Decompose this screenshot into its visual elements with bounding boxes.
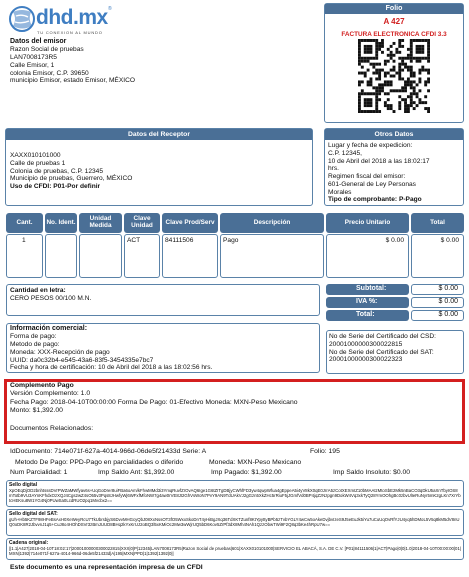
row-clave-unidad: ACT	[127, 237, 141, 244]
info-comercial-line: Metodo de pago:	[10, 341, 60, 349]
doc-metodo: Metodo De Pago: PPD-Pago en parcialidades o diferido	[15, 459, 184, 466]
row-precio: $ 0.00	[385, 237, 404, 244]
emisor-line: LAN7008173R5	[10, 54, 57, 62]
col-no-ident: No. Ident.	[45, 213, 77, 233]
otros-line: C.P. 12345,	[328, 149, 362, 157]
qr-code	[358, 39, 430, 113]
emisor-title: Datos del emisor	[10, 38, 67, 45]
logo-registered: ®	[108, 6, 112, 12]
uso-cfdi: Uso de CFDI: P01-Por definir	[10, 183, 101, 191]
otros-header: Otros Datos	[325, 129, 463, 140]
subtotal-label: Subtotal:	[326, 284, 409, 295]
row-descripcion: Pago	[223, 237, 239, 244]
col-cant: Cant.	[6, 213, 43, 233]
concept-row-unidad-cell	[79, 234, 122, 278]
sello-sat-text: gUh+Hb5KZTF98HFeBsAxH0XeWeyRcU7TkUbrsbjyS6DvvMHGcyQbJ08XxNssOT3fO5WxxSkoDnT4yHiBgJXq36TdXKTZunf8KtYpyttyBPb5zTvbYGLY4wCw5oAkeDvjbvIzeS9J5eEuJk5iYu7uCuUqOvRfYJU4yq5hDMoL5V5q8kM5dV8nUQ0oDK8R2JbvvnJ1q5+CuJ8o4HOhDSVr3zBmJUUD8BHq2kYxKrUJ2oBQ3l5xKMiOc2Mw3wWjrUQ5bD6Kov5ZrPf3dX8Mh4NAh1QzzObwTWi9F2Q8q3bKe4hRpU7w==	[9, 517, 460, 528]
col-unidad-medida: Unidad Medida	[79, 213, 122, 233]
emisor-section	[10, 38, 310, 85]
otros-line: Morales	[328, 188, 352, 196]
cadena-text: ||1.1|A427|2018-04-10T18:02:17|20001000000300022815|XXX|0|P|12345|LAN7008173R5|Razon Social de pruebas|601|XAXX010101000|SERVICIO EL ABACÁ, S.A. DE C.V. [P01|84111506|1|ACT|Pago|0|0|1.0|2018-04-10T00:00:00|01|MXN|1392|714e071f-627a-4014-966d-06de5f21433d|A|195|MXN|PPD|1|1392|1392|0||	[9, 546, 461, 557]
otros-line: Regimen fiscal del emisor:	[328, 173, 406, 181]
sello-sat-title: Sello digital del SAT:	[9, 511, 58, 517]
col-precio: Precio Unitario	[326, 213, 409, 233]
otros-line: hrs.	[328, 165, 339, 173]
doc-insoluto: Imp Saldo Insoluto: $0.00	[333, 469, 411, 476]
sello-digital	[9, 482, 461, 506]
sello-digital-text: XpOEqDjOD2bnhtsssDVrPWZaMWfyav6s+UqGoDrer8uiFBa6oAm/kFhwMMd3i3YmqRuvfZrOvAQ6Ige1G6tZITgDBjyCWhfFD3yw4qwpWfua4gEppeA5i4yV8kX0qE0JrrA5zCotXEXmIZ10bMAAtzMtoSbE2Mk5nBaCO3qDkU5aXnTbyIOS8mTotb9VU3AYnKFhdxOzXQJ4Cgs2wZ4sO55v3Pqs8JHwfyWj6WFxfMfoNW7g4aw0rVE8JI2GhVsWoN7PvY9AN9TdUAkVJ2gGzn5XkZHc5rRiuF5jJGmfVd0BP4jqZzNzpgn9DokW4Vq3xkTyQ28YmOOhgBc0zbvUlIeRuNyr5mK2gLKn7XrYbtcHEKsu8W1YG4Nj0PUwSa0LcdRUO2pq1Mvcbx2==	[9, 488, 461, 504]
receptor-line: Municipio de pruebas, Guerrero, MÉXICO	[10, 175, 133, 183]
receptor-line: Colonia de pruebas, C.P. 12345	[10, 167, 103, 175]
otros-line: 10 de Abril del 2018 a las 18:02:17	[328, 157, 430, 165]
cadena-original	[9, 540, 461, 559]
otros-line: 601-General de Ley Personas	[328, 180, 416, 188]
csd-label: No de Serie del Certificado del CSD:	[329, 333, 437, 340]
subtotal-value: $ 0.00	[411, 284, 464, 295]
company-logo	[8, 4, 126, 40]
tipo-comprobante: Tipo de comprobante: P-Pago	[328, 196, 422, 204]
sat-value: 20001000000300022323	[329, 356, 403, 364]
otros-details	[328, 142, 462, 204]
doc-folio: Folio: 195	[310, 448, 340, 455]
info-comercial-line: UUID: da0c32b4-e545-43a6-83f5-3454335e7bc7	[10, 356, 154, 364]
row-total: $ 0.00	[440, 237, 459, 244]
sat-label: No de Serie del Certificado del SAT:	[329, 348, 434, 356]
doc-parcialidad: Num Parcialidad: 1	[10, 469, 68, 476]
concept-row-ident-cell	[45, 234, 77, 278]
cadena-title: Cadena original:	[9, 540, 49, 546]
csd-value: 20001000000300022815	[329, 340, 403, 348]
doc-moneda: Moneda: MXN-Peso Mexicano	[209, 459, 302, 466]
complemento-pago	[10, 382, 460, 433]
certificados	[329, 333, 463, 364]
otros-line: Lugar y fecha de expedicion:	[328, 142, 413, 149]
logo-tagline: TU CONEXION AL MUNDO	[37, 30, 103, 35]
folio-type: FACTURA ELECTRONICA CFDI 3.3	[341, 31, 447, 38]
emisor-line: Razon Social de pruebas	[10, 46, 84, 54]
complemento-docs: Documentos Relacionados:	[10, 424, 94, 432]
cantidad-letra-value: CERO PESOS 00/100 M.N.	[10, 295, 92, 302]
sello-digital-title: Sello digital	[9, 482, 38, 488]
iva-label: IVA %:	[326, 297, 409, 308]
info-comercial-line: Moneda: XXX-Recepción de pago	[10, 348, 110, 356]
emisor-line: municipio Emisor, estado Emisor, MÉXICO	[10, 77, 135, 85]
total-label: Total:	[326, 310, 409, 321]
sello-sat	[9, 511, 461, 535]
doc-saldo-ant: Imp Saldo Ant: $1,392.00	[98, 469, 175, 476]
complemento-title: Complemento Pago	[10, 382, 74, 389]
receptor-line: XAXX010101000	[10, 152, 61, 159]
receptor-header: Datos del Receptor	[6, 129, 312, 140]
folio-number: A 427	[383, 17, 405, 26]
info-comercial	[10, 325, 318, 372]
complemento-version: Versión Complemento: 1.0	[10, 390, 91, 398]
emisor-line: colonia Emisor, C.P. 39650	[10, 69, 89, 77]
footer-note: Este documento es una representación impresa de un CFDI	[10, 564, 203, 571]
col-total: Total	[411, 213, 464, 233]
receptor-details	[10, 152, 310, 191]
emisor-line: Calle Emisor, 1	[10, 61, 55, 69]
col-descripcion: Descripción	[220, 213, 324, 233]
complemento-pago-line: Fecha Pago: 2018-04-10T00:00:00 Forma De Pago: 01-Efectivo Moneda: MXN-Peso Mexicano	[10, 398, 298, 406]
col-clave-unidad: Clave Unidad	[124, 213, 160, 233]
complemento-monto: Monto: $1,392.00	[10, 407, 63, 415]
folio-header: Folio	[325, 4, 463, 14]
iva-value: $ 0.00	[411, 297, 464, 308]
row-clave-prod: 84111506	[165, 237, 194, 244]
cantidad-letra-label: Cantidad en letra:	[10, 287, 66, 294]
info-comercial-title: Información comercial:	[10, 325, 88, 332]
doc-id: IdDocumento: 714e071f-627a-4014-966d-06de5f21433d Serie: A	[10, 448, 207, 455]
col-clave-prod: Clave Prod/Serv	[162, 213, 218, 233]
total-value: $ 0.00	[411, 310, 464, 321]
doc-pagado: Imp Pagado: $1,392.00	[211, 469, 282, 476]
info-comercial-line: Forma de pago:	[10, 333, 57, 341]
receptor-line: Calle de pruebas 1	[10, 159, 66, 167]
row-cant: 1	[22, 237, 26, 244]
logo-name: dhd.mx	[36, 6, 108, 29]
info-comercial-line: Fecha y hora de certificación: 10 de Abril del 2018 a las 18:02:56 hrs.	[10, 364, 213, 372]
